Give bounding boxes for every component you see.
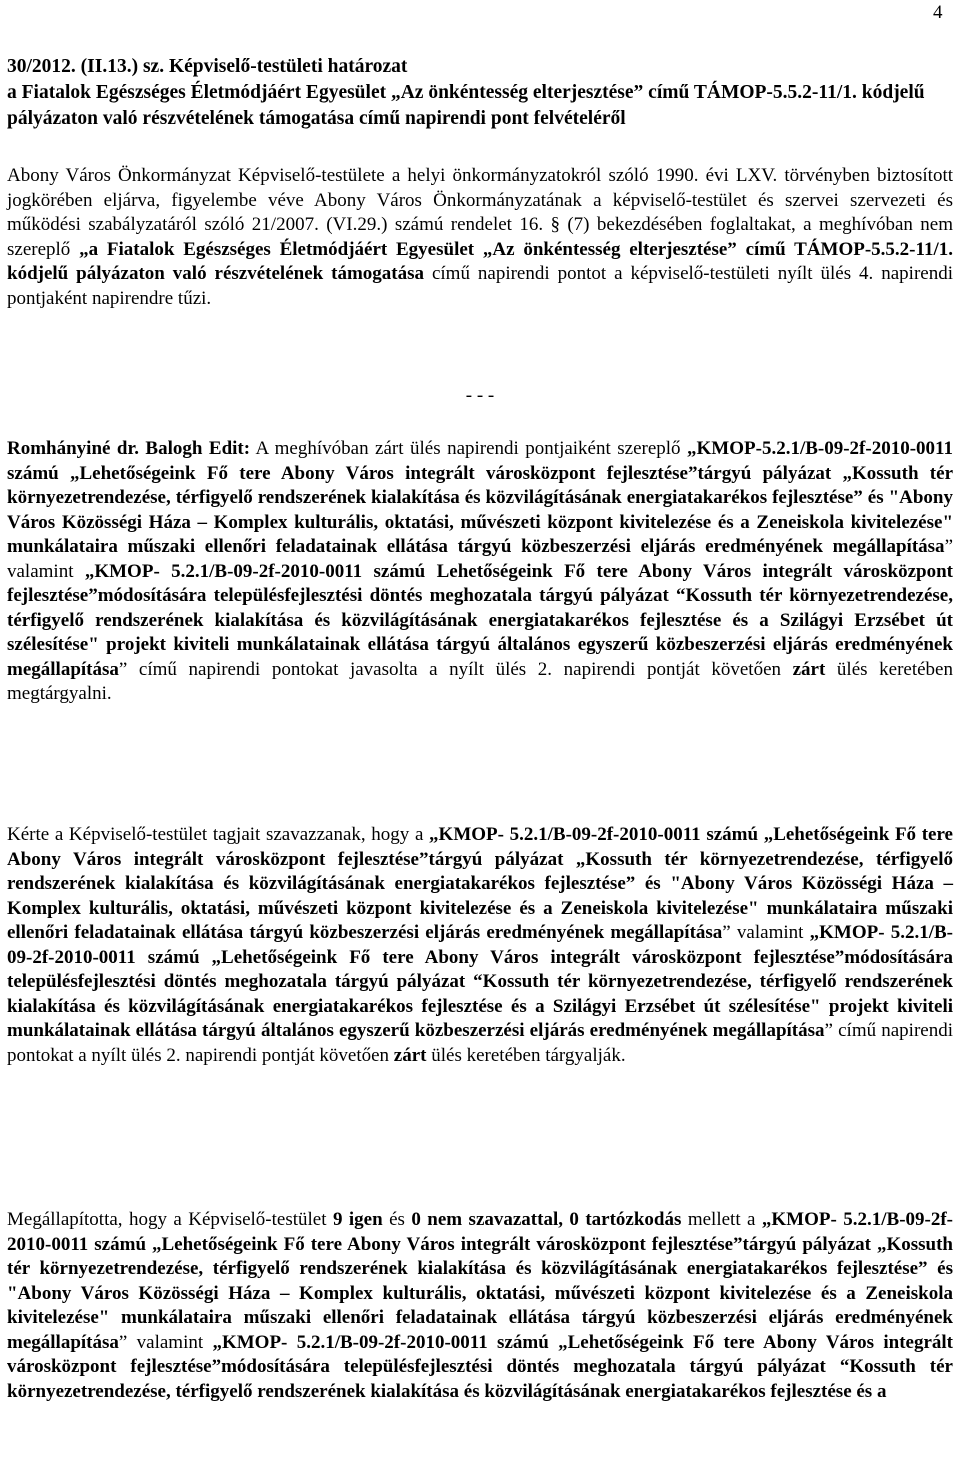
resolution-number: 30/2012. (II.13.) sz. Képviselő-testületi határozat	[7, 56, 408, 77]
text-run: és	[382, 1209, 412, 1230]
page-number: 4	[933, 2, 943, 23]
bold-run: 0 nem szavazattal, 0 tartózkodás	[411, 1209, 682, 1230]
paragraph-vote-request	[7, 823, 953, 1068]
bold-run: 9 igen	[332, 1209, 383, 1230]
text-run	[425, 561, 436, 582]
speaker-name: Romhányiné dr. Balogh Edit:	[7, 438, 251, 459]
bold-run: Lehetőségeink Fő tere Abony Város integrált városközpont fejlesztése”módosítására településfejlesztési döntés meghozatala tárgyú pályázat “Kossuth tér környezetrendezése, térfigyelő rendszerének kialakítása és közvilágításának energiatakarékos fejlesztése és a Szilágyi Erzsébet út szélesítése" projekt kiviteli munkálatainak ellátása tárgyú általános egyszerű közbeszerzési eljárás eredményének megállapítása	[7, 560, 954, 680]
text-run: ülés keretében megtárgyalni.	[7, 658, 953, 704]
text-run: ” valamint	[118, 1331, 213, 1353]
text-run: ülés keretében tárgyalják.	[426, 1044, 626, 1066]
text-run: Kérte a Képviselő-testület tagjait szavazzanak, hogy a	[7, 824, 430, 845]
bold-run: „KMOP- 5.2.1/B-09-2f-2010-0011 számú „Lehetőségeink Fő tere Abony Város integrált városközpont fejlesztése”módosítására településfejlesztési döntés meghozatala tárgyú pályázat “Kossuth tér környezetrendezése, térfigyelő rendszerének kialakítása és közvilágításának energiatakarékos fejlesztése és a Szilágyi Erzsébet út szélesítése" projekt kiviteli munkálatainak ellátása tárgyú általános egyszerű közbeszerzési eljárás eredményének megállapítása	[7, 922, 954, 1041]
text-run: című napirendi pontot a képviselő-testületi nyílt ülés 4. napirendi pontjaként napirendre tűzi.	[7, 263, 953, 309]
paragraph-vote-result	[7, 1208, 953, 1404]
bold-run: „KMOP-5.2.1/B-09-2f-2010-0011 számú „Lehetőségeink Fő tere Abony Város integrált városközpont fejlesztése”tárgyú pályázat „Kossuth tér környezetrendezése, térfigyelő rendszerének kialakítása és közvilágításának energiatakarékos fejlesztése” és "Abony Város Közösségi Háza – Komplex kulturális, oktatási, művészeti központ kivitelezése és a Zeneiskola kivitelezése" munkálataira műszaki ellenőri feladatainak ellátása tárgyú közbeszerzési eljárás eredményének megállapítása	[7, 438, 953, 557]
bold-run: „KMOP- 5.2.1/B-09-2f-2010-0011 számú „Lehetőségeink Fő tere Abony Város integrált városközpont fejlesztése”módosítására településfejlesztési döntés meghozatala tárgyú pályázat “Kossuth tér környezetrendezése, térfigyelő rendszerének kialakítása és közvilágításának energiatakarékos fejlesztése és a	[7, 1331, 953, 1402]
bold-run: „a Fiatalok Egészséges Életmódjáért Egyesület „Az önkéntesség elterjesztése” című TÁMOP-5.5.2-11/1. kódjelű pályázaton való részvételének támogatása	[7, 238, 953, 284]
text-run: A meghívóban zárt ülés napirendi pontjaiként szereplő	[250, 438, 688, 459]
text-run: ” valamint	[722, 922, 810, 943]
paragraph-mayor-proposal	[7, 437, 953, 707]
text-run: mellett a	[681, 1209, 762, 1230]
resolution-heading	[7, 54, 953, 132]
text-run: Megállapította, hogy a Képviselő-testület	[7, 1209, 333, 1230]
text-run: Abony Város Önkormányzat Képviselő-testülete a helyi önkormányzatokról szóló 1990. évi LXV. törvényben biztosított jogkörében eljárva, figyelembe véve Abony Város Önkormányzatának a képviselő-testület és szervei szervezeti és működési szabályzatáról szóló 21/2007. (VI.29.) számú rendelet 16. § (7) bekezdésében foglaltakat, a meghívóban nem szereplő	[7, 165, 953, 260]
text-run: ” című napirendi pontokat javasolta a nyílt ülés 2. napirendi pontját követően	[118, 658, 793, 680]
bold-run: zárt	[792, 658, 826, 680]
bold-run: „KMOP- 5.2.1/B-09-2f-2010-0011 számú	[84, 560, 426, 582]
resolution-subject: a Fiatalok Egészséges Életmódjáért Egyesület „Az önkéntesség elterjesztése” című TÁMOP-5.5.2-11/1. kódjelű pályázaton való részvételének támogatása című napirendi pont felvételéről	[7, 82, 925, 129]
text-run: ” című napirendi pontokat a nyílt ülés 2. napirendi pontját követően	[7, 1020, 953, 1066]
bold-run: zárt	[393, 1044, 427, 1066]
bold-run: „KMOP- 5.2.1/B-09-2f-2010-0011 számú „Lehetőségeink Fő tere Abony Város integrált városközpont fejlesztése”tárgyú pályázat „Kossuth tér környezetrendezése, térfigyelő rendszerének kialakítása és közvilágításának energiatakarékos fejlesztése” és "Abony Város Közösségi Háza – Komplex kulturális, oktatási, művészeti központ kivitelezése és a Zeneiskola kivitelezése" munkálataira műszaki ellenőri feladatainak ellátása tárgyú közbeszerzési eljárás eredményének megállapítása	[7, 1209, 954, 1353]
bold-run: „KMOP- 5.2.1/B-09-2f-2010-0011 számú „Lehetőségeink Fő tere Abony Város integrált városközpont fejlesztése”tárgyú pályázat „Kossuth tér környezetrendezése, térfigyelő rendszerének kialakítása és közvilágításának energiatakarékos fejlesztése” és "Abony Város Közösségi Háza – Komplex kulturális, oktatási, művészeti központ kivitelezése és a Zeneiskola kivitelezése" munkálataira műszaki ellenőri feladatainak ellátása tárgyú közbeszerzési eljárás eredményének megállapítása	[7, 824, 953, 943]
paragraph-agenda-addition	[7, 164, 953, 311]
section-separator: - - -	[465, 385, 495, 406]
text-run: ” valamint	[7, 536, 953, 582]
